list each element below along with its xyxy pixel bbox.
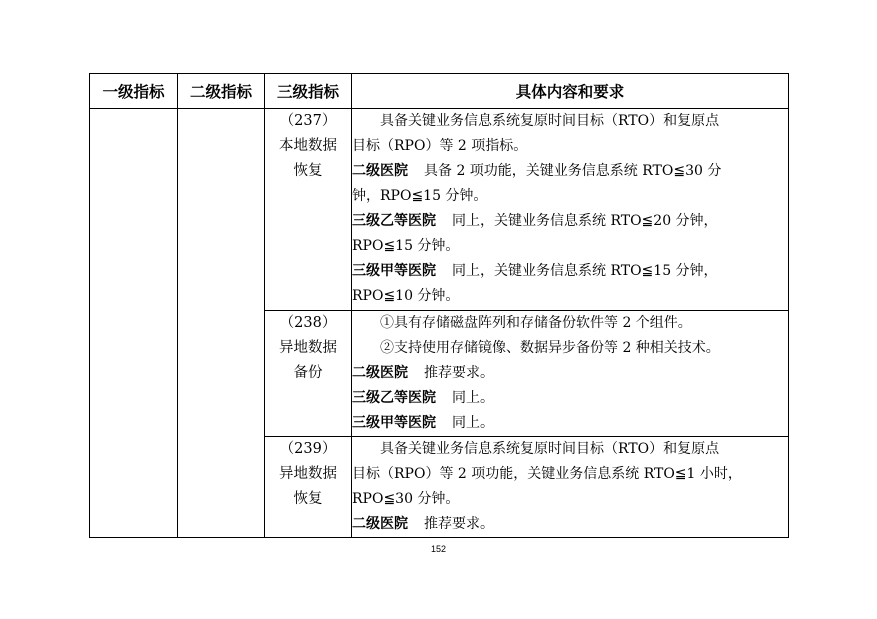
hospital-level: 三级乙等医院 xyxy=(352,213,436,229)
level-requirement xyxy=(352,159,788,184)
intro-line: ②支持使用存储镜像、数据异步备份等 2 种相关技术。 xyxy=(380,340,720,356)
indicator-name-line: 本地数据 xyxy=(279,138,337,154)
level-requirement xyxy=(352,209,788,234)
requirement-content xyxy=(352,311,789,437)
header-level-1: 一级指标 xyxy=(90,74,178,109)
indicator-table xyxy=(89,73,789,538)
intro-line: 具备关键业务信息系统复原时间目标（RTO）和复原点 xyxy=(380,441,720,457)
level-requirement xyxy=(352,259,788,284)
requirement-text: 推荐要求。 xyxy=(424,365,494,381)
requirement-text: RPO≦10 分钟。 xyxy=(352,288,460,304)
level-requirement xyxy=(352,411,788,436)
header-level-2: 二级指标 xyxy=(178,74,265,109)
indicator-name-line: 恢复 xyxy=(293,163,323,179)
level-2-cell xyxy=(178,109,265,538)
indicator-code-cell xyxy=(265,437,352,538)
intro-line: 目标（RPO）等 2 项功能，关键业务信息系统 RTO≦1 小时， xyxy=(352,466,742,482)
indicator-code: （237） xyxy=(279,113,337,129)
requirement-text: 推荐要求。 xyxy=(424,516,494,532)
hospital-level: 二级医院 xyxy=(352,163,408,179)
header-content: 具体内容和要求 xyxy=(352,74,789,109)
level-1-cell xyxy=(90,109,178,538)
hospital-level: 三级甲等医院 xyxy=(352,263,436,279)
indicator-code-cell xyxy=(265,311,352,437)
indicator-name-line: 恢复 xyxy=(293,491,323,507)
indicator-code-cell xyxy=(265,109,352,311)
indicator-name-line: 异地数据 xyxy=(279,340,337,356)
requirement-text: 具备 2 项功能，关键业务信息系统 RTO≦30 分 xyxy=(424,163,722,179)
indicator-code: （239） xyxy=(279,441,337,457)
intro-line: RPO≦30 分钟。 xyxy=(352,491,460,507)
hospital-level: 二级医院 xyxy=(352,365,408,381)
intro-line: 具备关键业务信息系统复原时间目标（RTO）和复原点 xyxy=(380,113,720,129)
requirement-text: 同上。 xyxy=(452,415,494,431)
requirement-text: 钟，RPO≦15 分钟。 xyxy=(352,188,488,204)
table-header-row xyxy=(90,74,789,109)
requirement-content xyxy=(352,109,789,311)
hospital-level: 三级乙等医院 xyxy=(352,390,436,406)
requirement-content xyxy=(352,437,789,538)
level-requirement xyxy=(352,386,788,411)
indicator-code: （238） xyxy=(279,315,337,331)
intro-line: ①具有存储磁盘阵列和存储备份软件等 2 个组件。 xyxy=(380,315,692,331)
indicator-name-line: 异地数据 xyxy=(279,466,337,482)
requirement-text: 同上。 xyxy=(452,390,494,406)
level-requirement xyxy=(352,361,788,386)
requirement-text: 同上，关键业务信息系统 RTO≦15 分钟， xyxy=(452,263,718,279)
hospital-level: 三级甲等医院 xyxy=(352,415,436,431)
level-requirement xyxy=(352,512,788,537)
requirement-text: 同上，关键业务信息系统 RTO≦20 分钟， xyxy=(452,213,718,229)
hospital-level: 二级医院 xyxy=(352,516,408,532)
indicator-name-line: 备份 xyxy=(293,365,323,381)
intro-line: 目标（RPO）等 2 项指标。 xyxy=(352,138,528,154)
header-level-3: 三级指标 xyxy=(265,74,352,109)
requirement-text: RPO≦15 分钟。 xyxy=(352,238,460,254)
page-number: 152 xyxy=(430,544,447,554)
table-row xyxy=(90,109,789,311)
